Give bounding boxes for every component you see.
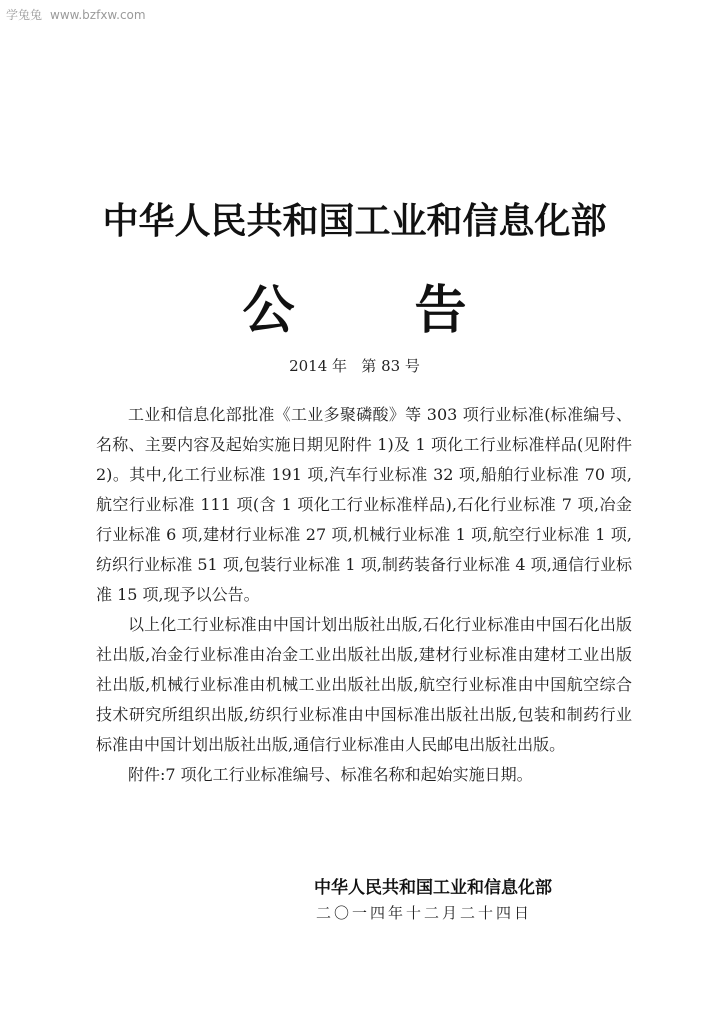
notice-title-char-2: 告 <box>414 281 467 341</box>
signature-date: 二〇一四年十二月二十四日 <box>316 904 533 922</box>
notice-body <box>96 400 632 790</box>
notice-title <box>0 268 709 343</box>
ministry-title: 中华人民共和国工业和信息化部 <box>102 201 607 242</box>
watermark-site-url: www.bzfxw.com <box>50 8 146 22</box>
notice-title-char-1: 公 <box>242 281 295 341</box>
body-paragraph-attachment: 附件:7 项化工行业标准编号、标准名称和起始实施日期。 <box>128 765 533 784</box>
issue-number: 2014 年 第 83 号 <box>289 357 420 375</box>
watermark <box>6 6 146 23</box>
body-paragraph-approval: 工业和信息化部批准《工业多聚磷酸》等 303 项行业标准(标准编号、名称、主要内容及起始实施日期见附件 1)及 1 项化工行业标准样品(见附件 2)。其中,化工行业标准 191 项,汽车行业标准 32 项,船舶行业标准 70 项,航空行业标准 111 项(含 1 项化工行业标准样品),石化行业标准 7 项,冶金行业标准 6 项,建材行业标准 27 项,机械行业标准 1 项,航空行业标准 1 项,纺织行业标准 51 项,包装行业标准 1 项,制药装备行业标准 4 项,通信行业标准 15 项,现予以公告。 <box>96 405 632 604</box>
watermark-site-name: 学兔兔 <box>6 8 43 22</box>
body-paragraph-publishers: 以上化工行业标准由中国计划出版社出版,石化行业标准由中国石化出版社出版,冶金行业标准由冶金工业出版社出版,建材行业标准由建材工业出版社出版,机械行业标准由机械工业出版社出版,航空行业标准由中国航空综合技术研究所组织出版,纺织行业标准由中国标准出版社出版,包装和制药行业标准由中国计划出版社出版,通信行业标准由人民邮电出版社出版。 <box>96 615 632 754</box>
signature-organization: 中华人民共和国工业和信息化部 <box>314 878 552 898</box>
